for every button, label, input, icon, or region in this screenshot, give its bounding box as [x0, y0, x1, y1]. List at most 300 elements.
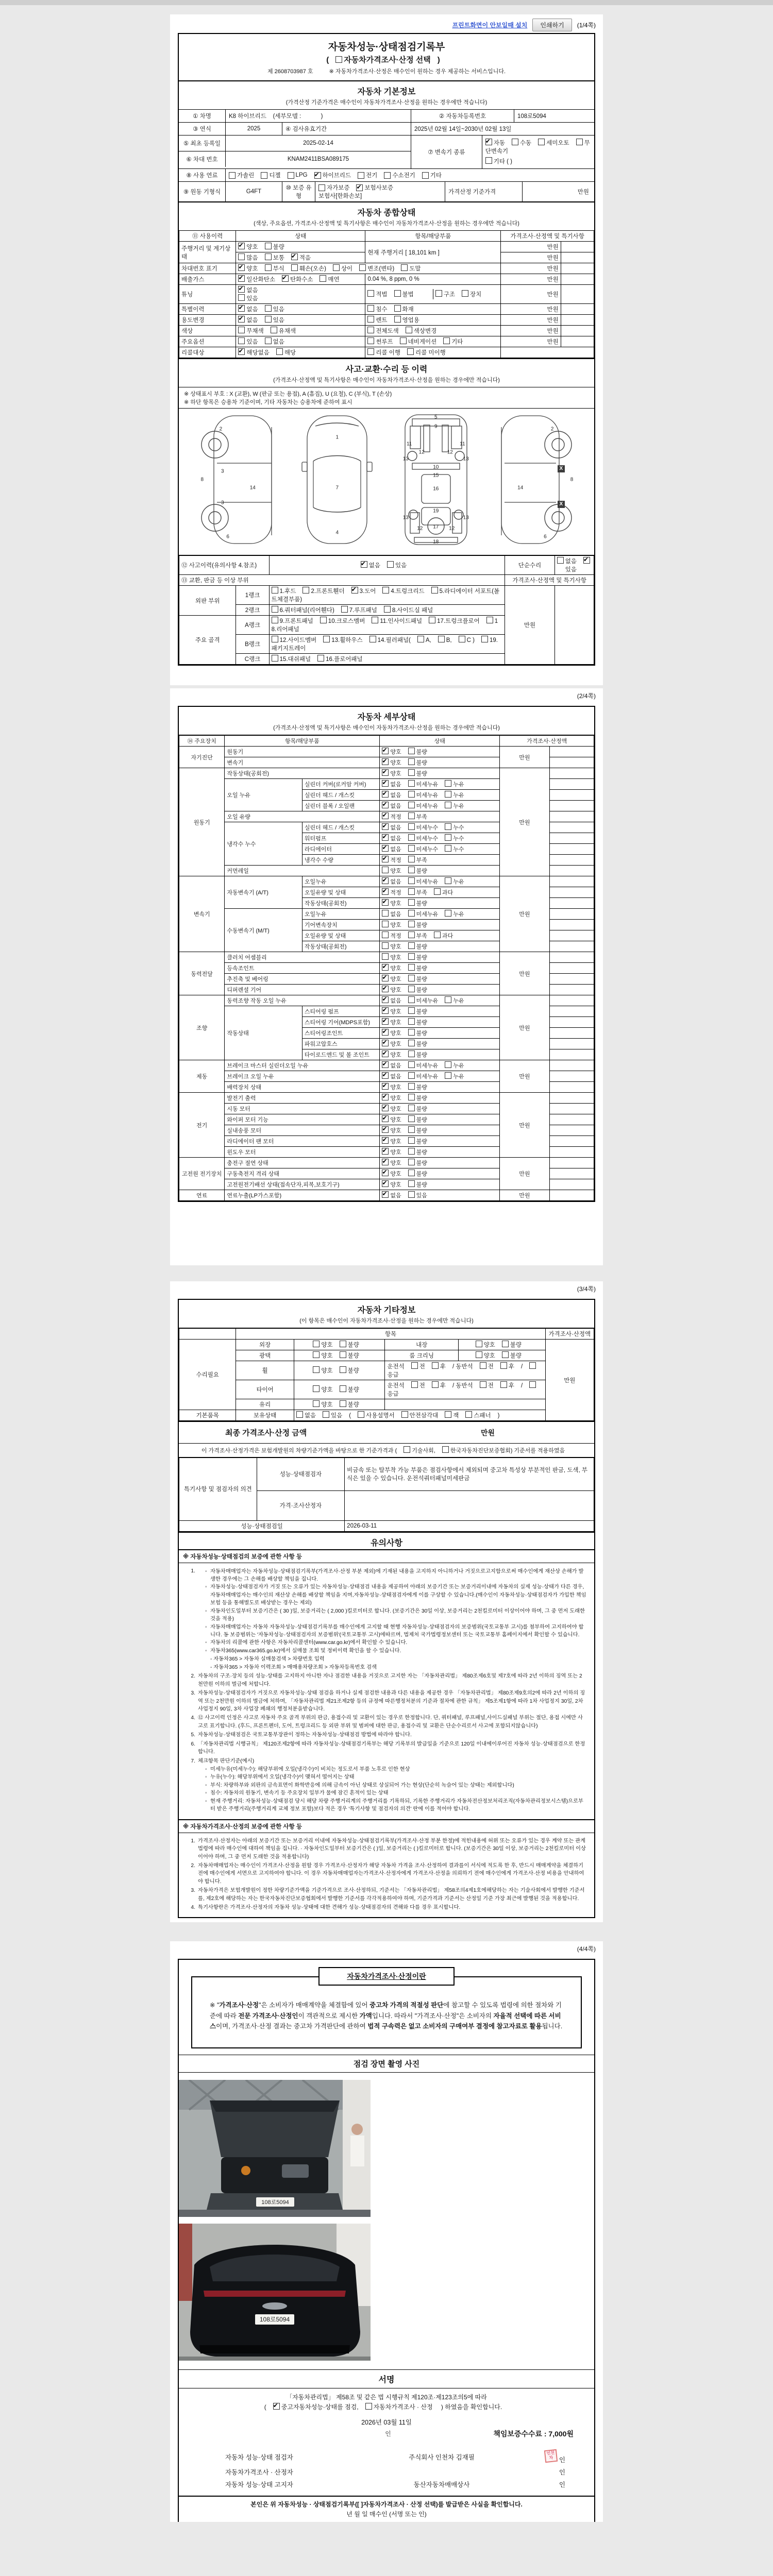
- checkbox[interactable]: [340, 1351, 346, 1358]
- checkbox[interactable]: [382, 1061, 389, 1068]
- checkbox[interactable]: [367, 305, 374, 312]
- checkbox[interactable]: [382, 1170, 389, 1176]
- checkbox[interactable]: [323, 636, 330, 642]
- checkbox[interactable]: [323, 1411, 329, 1418]
- checkbox[interactable]: [361, 561, 367, 568]
- checkbox[interactable]: [382, 587, 389, 594]
- checkbox[interactable]: [272, 636, 278, 642]
- checkbox[interactable]: [261, 172, 267, 179]
- checkbox[interactable]: [238, 275, 245, 282]
- checkbox[interactable]: [382, 1094, 389, 1100]
- checkbox[interactable]: [367, 327, 374, 333]
- option-label: 15.대쉬패널: [279, 656, 311, 663]
- checkbox[interactable]: [401, 1411, 408, 1418]
- checkbox[interactable]: [394, 290, 401, 297]
- checkbox[interactable]: [367, 337, 374, 344]
- checkbox[interactable]: [445, 780, 451, 787]
- table-cell: [380, 1071, 500, 1082]
- item-label: 동력조향 작동 오일 누유: [225, 995, 380, 1006]
- sub-item-label: 실린더 블록 / 오일팬: [302, 801, 380, 811]
- checkbox[interactable]: [408, 867, 415, 873]
- checkbox[interactable]: [408, 791, 415, 798]
- checkbox[interactable]: [265, 316, 272, 323]
- table-cell: [269, 605, 505, 616]
- table-cell: [549, 855, 594, 866]
- checkbox[interactable]: [291, 253, 298, 260]
- checkbox[interactable]: [238, 253, 245, 260]
- caution-text: 자동차성능·상태점검자가 거짓으로 자동차성능·상태 점검을 하거나 실제 점검한 내용과 다른 내용을 제공한 경우 「자동차관리법」 제80조제9호의2에 따라 2년 이하의 징역 또는 2천만원 이하의 벌금에 처하며, 「자동차관리법 제21조제2항 등의 규정에 따른행정처분의 기준과 절차에 관한 규칙」 제5조제1항에 따라 1차 사업정지 30일, 2차 사업정지 90일, 3차 사업장 폐쇄의 행정처분을받습니다.: [198, 1690, 585, 1712]
- checkbox[interactable]: [382, 1115, 389, 1122]
- checkbox[interactable]: [382, 1029, 389, 1036]
- checkbox[interactable]: [529, 1362, 536, 1369]
- checkbox[interactable]: [382, 986, 389, 992]
- checkbox[interactable]: [408, 986, 415, 992]
- checkbox[interactable]: [382, 1126, 389, 1133]
- checkbox[interactable]: [238, 348, 245, 355]
- checkbox[interactable]: [401, 264, 408, 271]
- table-cell: [269, 586, 505, 605]
- basic-row: [179, 135, 411, 151]
- checkbox[interactable]: [382, 823, 389, 830]
- checkbox[interactable]: [445, 834, 451, 841]
- device-group: 제동: [179, 1060, 225, 1093]
- table-cell: [380, 1168, 500, 1179]
- option-label: 무채색: [246, 328, 264, 334]
- checkbox[interactable]: [382, 975, 389, 981]
- table-cell: [236, 336, 365, 347]
- checkbox[interactable]: [382, 1040, 389, 1046]
- checkbox[interactable]: [238, 243, 245, 249]
- checkbox[interactable]: [394, 305, 401, 312]
- caution-item: [184, 1672, 587, 1688]
- option-label: 도말: [409, 266, 421, 272]
- print-helper-install-link[interactable]: 프린트화면이 안보일때 설치: [452, 22, 528, 29]
- checkbox[interactable]: [367, 316, 374, 323]
- device-group: 고전원 전기장치: [179, 1158, 225, 1190]
- table-cell: [380, 1082, 500, 1093]
- option-label: 한국자동차진단보증협회) 기준서를 적용하였음: [450, 1448, 565, 1454]
- option-label: 없음: [390, 792, 401, 799]
- checkbox[interactable]: [303, 587, 309, 594]
- checkbox[interactable]: [408, 834, 415, 841]
- table-cell: [380, 941, 500, 952]
- photo-rear-view: [179, 2224, 594, 2362]
- buyer-confirm-line2: 년 월 일 매수인 (서명 또는 인): [346, 2510, 427, 2518]
- checkbox[interactable]: [408, 1148, 415, 1155]
- option-label: 불량: [416, 1106, 427, 1112]
- checkbox[interactable]: [382, 953, 389, 960]
- checkbox[interactable]: [438, 636, 445, 642]
- simple-repair-label: 단순수리: [505, 555, 554, 575]
- checkbox[interactable]: [408, 921, 415, 927]
- checkbox[interactable]: [529, 1381, 536, 1388]
- checkbox[interactable]: [265, 243, 272, 249]
- col-item: 항목: [236, 1328, 545, 1340]
- checkbox[interactable]: [445, 996, 451, 1003]
- checkbox[interactable]: [408, 1180, 415, 1187]
- checkbox[interactable]: [382, 812, 389, 819]
- checkbox[interactable]: [408, 1170, 415, 1176]
- checkbox[interactable]: [384, 172, 391, 179]
- checkbox[interactable]: [372, 617, 378, 623]
- checkbox[interactable]: [434, 888, 441, 895]
- checkbox[interactable]: [288, 172, 294, 179]
- checkbox[interactable]: [314, 172, 321, 179]
- checkbox[interactable]: [394, 316, 401, 323]
- checkbox[interactable]: [408, 1040, 415, 1046]
- checkbox[interactable]: [408, 931, 415, 938]
- checkbox[interactable]: [313, 1400, 320, 1407]
- caution-body: [198, 1672, 587, 1688]
- checkbox[interactable]: [382, 748, 389, 754]
- checkbox[interactable]: [382, 1050, 389, 1057]
- checkbox[interactable]: [445, 877, 451, 884]
- checkbox[interactable]: [408, 845, 415, 852]
- checkbox[interactable]: [291, 264, 298, 271]
- caution-number: 3.: [191, 1690, 195, 1697]
- checkbox[interactable]: [382, 780, 389, 787]
- price-col-label: 가격조사·산정액 및 특기사항: [505, 575, 594, 586]
- checkbox[interactable]: [408, 802, 415, 808]
- option-label: 미세누유: [416, 911, 439, 918]
- checkbox[interactable]: [408, 812, 415, 819]
- checkbox[interactable]: [408, 823, 415, 830]
- option-label: LPG: [295, 172, 308, 178]
- checkbox[interactable]: [382, 1159, 389, 1165]
- option-label: 불량: [416, 1009, 427, 1015]
- checkbox[interactable]: [318, 184, 325, 191]
- checkbox[interactable]: [500, 1381, 507, 1388]
- checkbox[interactable]: [408, 1191, 415, 1198]
- checkbox[interactable]: [432, 1362, 439, 1369]
- checkbox[interactable]: [382, 942, 389, 949]
- table-cell: [458, 1350, 545, 1361]
- table-cell: [385, 1380, 545, 1399]
- checkbox[interactable]: [238, 264, 245, 271]
- checkbox[interactable]: [459, 636, 465, 642]
- checkbox[interactable]: [358, 172, 364, 179]
- checkbox[interactable]: [408, 1094, 415, 1100]
- caution-item: [184, 1757, 587, 1814]
- checkbox[interactable]: [382, 1007, 389, 1014]
- checkbox[interactable]: [265, 337, 272, 344]
- checkbox[interactable]: [341, 606, 348, 613]
- option-label: 일산화탄소: [246, 277, 275, 283]
- option-label: 기타: [430, 173, 442, 179]
- checkbox[interactable]: [313, 1351, 320, 1358]
- emission-values: 0.04 %, 8 ppm, 0 %: [365, 274, 501, 285]
- checkbox[interactable]: [382, 931, 389, 938]
- checkbox[interactable]: [486, 617, 493, 623]
- table-cell: [549, 887, 594, 898]
- checkbox[interactable]: [382, 834, 389, 841]
- checkbox[interactable]: [296, 1411, 303, 1418]
- option-label: 누수: [453, 846, 464, 853]
- checkbox[interactable]: [382, 1137, 389, 1144]
- checkbox[interactable]: [485, 139, 492, 145]
- checkbox[interactable]: [408, 856, 415, 862]
- checkbox[interactable]: [408, 769, 415, 776]
- checkbox[interactable]: [382, 1083, 389, 1090]
- checkbox[interactable]: [408, 953, 415, 960]
- remarks-group-label: 특기사항 및 점검자의 의견: [179, 1458, 257, 1520]
- checkbox[interactable]: [382, 1180, 389, 1187]
- checkbox[interactable]: [382, 769, 389, 776]
- checkbox[interactable]: [408, 1126, 415, 1133]
- checkbox[interactable]: [465, 1411, 472, 1418]
- option-label: 미세누유: [416, 879, 439, 885]
- checkbox[interactable]: [445, 823, 451, 830]
- checkbox[interactable]: [382, 877, 389, 884]
- checkbox[interactable]: [272, 606, 278, 613]
- checkbox[interactable]: [356, 184, 363, 191]
- page-indicator-3: (3/4쪽): [577, 1285, 596, 1293]
- checkbox[interactable]: [273, 2403, 280, 2410]
- checkbox[interactable]: [408, 1018, 415, 1025]
- checkbox[interactable]: [404, 1446, 410, 1453]
- checkbox[interactable]: [445, 1072, 451, 1079]
- checkbox[interactable]: [408, 899, 415, 906]
- table-cell: [549, 1158, 594, 1168]
- checkbox[interactable]: [408, 1061, 415, 1068]
- option-label: 불량: [416, 1128, 427, 1134]
- checkbox[interactable]: [408, 910, 415, 917]
- checkbox[interactable]: [238, 327, 245, 333]
- option-label: 14.필러패널(: [377, 637, 411, 643]
- checkbox[interactable]: [417, 636, 424, 642]
- signer-role: 자동차가격조사 · 산정자: [225, 2468, 293, 2476]
- checkbox[interactable]: [407, 348, 414, 355]
- checkbox[interactable]: [576, 139, 583, 145]
- table-cell: [380, 909, 500, 920]
- checkbox[interactable]: [476, 1351, 482, 1358]
- signature-title: 서명: [179, 2369, 594, 2388]
- print-button[interactable]: 인쇄하기: [532, 19, 572, 31]
- text-fragment: (: [349, 1413, 351, 1419]
- page-2-box: [178, 706, 595, 1202]
- checkbox[interactable]: [538, 139, 545, 145]
- checkbox[interactable]: [384, 606, 391, 613]
- price-survey-select: [179, 53, 594, 66]
- checkbox[interactable]: [382, 996, 389, 1003]
- option-label: 무단변속기: [485, 140, 590, 155]
- option-label: 전: [488, 1383, 494, 1389]
- checkbox[interactable]: [382, 802, 389, 808]
- checkbox[interactable]: [272, 617, 278, 623]
- option-label: 불량: [416, 1182, 427, 1188]
- checkbox[interactable]: [229, 172, 236, 179]
- checkbox[interactable]: [408, 780, 415, 787]
- checkbox[interactable]: [408, 975, 415, 981]
- checkbox[interactable]: [432, 1381, 439, 1388]
- checkbox[interactable]: [408, 1137, 415, 1144]
- checkbox[interactable]: [238, 294, 245, 301]
- checkbox[interactable]: [502, 1351, 509, 1358]
- checkbox[interactable]: [408, 1083, 415, 1090]
- sheet-page-4: [170, 1941, 603, 2522]
- checkbox[interactable]: [367, 290, 374, 297]
- checkbox[interactable]: [265, 253, 272, 260]
- checkbox[interactable]: [272, 655, 278, 662]
- panel-section-label: ⑬ 교환, 판금 등 이상 부위: [179, 575, 505, 586]
- checkbox[interactable]: [382, 921, 389, 927]
- checkbox[interactable]: [382, 964, 389, 971]
- option-label: 불량: [416, 976, 427, 982]
- option-label: 양호: [483, 1342, 495, 1348]
- checkbox[interactable]: [359, 264, 366, 271]
- checkbox[interactable]: [382, 856, 389, 862]
- checkbox[interactable]: [406, 327, 412, 333]
- checkbox[interactable]: [408, 996, 415, 1003]
- checkbox[interactable]: [382, 910, 389, 917]
- checkbox[interactable]: [408, 1115, 415, 1122]
- option-label: 양호: [390, 976, 401, 982]
- text-fragment: (: [326, 56, 329, 64]
- checkbox[interactable]: [317, 655, 324, 662]
- checkbox[interactable]: [429, 617, 435, 623]
- checkbox[interactable]: [320, 275, 326, 282]
- checkbox[interactable]: [442, 1446, 449, 1453]
- checkbox[interactable]: [462, 290, 468, 297]
- signer-name: 동산자동차매매상사: [413, 2481, 470, 2488]
- checkbox[interactable]: [476, 1341, 482, 1347]
- checkbox[interactable]: [435, 290, 442, 297]
- checkbox[interactable]: [445, 910, 451, 917]
- table-cell: [380, 1039, 500, 1049]
- checkbox[interactable]: [434, 931, 441, 938]
- checkbox[interactable]: [408, 748, 415, 754]
- checkbox[interactable]: [365, 2403, 372, 2410]
- checkbox[interactable]: [408, 1050, 415, 1057]
- checkbox[interactable]: [445, 802, 451, 808]
- checkbox[interactable]: [500, 1362, 507, 1369]
- checkbox[interactable]: [382, 845, 389, 852]
- checkbox[interactable]: [445, 791, 451, 798]
- checkbox[interactable]: [382, 758, 389, 765]
- checkbox[interactable]: [320, 617, 327, 623]
- checkbox[interactable]: [557, 557, 564, 564]
- table-cell: [561, 336, 594, 347]
- checkbox[interactable]: [238, 305, 245, 312]
- checkbox[interactable]: [382, 1105, 389, 1111]
- cautions-sec1-body: [179, 1563, 594, 1819]
- checkbox[interactable]: [408, 1072, 415, 1079]
- checkbox[interactable]: [583, 557, 590, 564]
- diagram-part-number: 1: [335, 434, 339, 440]
- caution-bullet: ◦ 자동차인도일부터 보증기간은 ( 30 )일, 보증거리는 ( 2,000 )킬로미터로 합니다. (보증기간은 30일 이상, 보증거리는 2천킬로미터 이상이어야 하며, 그 중 먼저 도래한 것을 적용): [205, 1607, 587, 1623]
- checkbox[interactable]: [238, 316, 245, 323]
- checkbox[interactable]: [382, 888, 389, 895]
- checkbox[interactable]: [313, 1385, 320, 1392]
- checkbox[interactable]: [313, 1366, 320, 1373]
- checkbox[interactable]: [411, 1362, 418, 1369]
- option-label: 5.라디에이터 서포트(볼트체결부품): [271, 588, 500, 603]
- checkbox[interactable]: [445, 1411, 451, 1418]
- detail-title: 자동차 세부상태: [357, 713, 416, 722]
- checkbox[interactable]: [431, 587, 438, 594]
- checkbox[interactable]: [382, 791, 389, 798]
- checkbox[interactable]: [481, 636, 488, 642]
- checkbox[interactable]: [408, 1007, 415, 1014]
- checkbox[interactable]: [480, 1362, 486, 1369]
- option-label: 응급: [387, 1372, 399, 1378]
- checkbox[interactable]: [502, 1341, 509, 1347]
- checkbox[interactable]: [512, 139, 518, 145]
- checkbox[interactable]: [382, 1072, 389, 1079]
- checkbox[interactable]: [408, 1159, 415, 1165]
- checkbox[interactable]: [276, 348, 283, 355]
- checkbox[interactable]: [485, 157, 492, 164]
- checkbox[interactable]: [313, 1341, 320, 1347]
- checkbox[interactable]: [238, 337, 245, 344]
- checkbox[interactable]: [358, 1411, 364, 1418]
- checkbox[interactable]: [369, 636, 376, 642]
- table-cell: [269, 555, 505, 575]
- checkbox[interactable]: [335, 56, 342, 63]
- checkbox[interactable]: [340, 1366, 346, 1373]
- table-cell: [365, 347, 501, 358]
- checkbox[interactable]: [340, 1400, 346, 1407]
- checkbox[interactable]: [238, 286, 245, 293]
- option-label: 자동차가격조사·산정 선택: [344, 56, 431, 64]
- option-label: 양호: [483, 1353, 495, 1359]
- car-name-value: K8 하이브리드: [229, 113, 266, 120]
- checkbox[interactable]: [340, 1385, 346, 1392]
- checkbox[interactable]: [408, 942, 415, 949]
- checkbox[interactable]: [408, 758, 415, 765]
- option-label: 불량: [347, 1402, 359, 1408]
- checkbox[interactable]: [408, 1029, 415, 1036]
- panel-group: 주요 골격: [179, 616, 236, 665]
- definition-bold: 가격조사·산정: [219, 2002, 259, 2009]
- checkbox[interactable]: [445, 845, 451, 852]
- checkbox[interactable]: [480, 1381, 486, 1388]
- checkbox[interactable]: [340, 1341, 346, 1347]
- checkbox[interactable]: [382, 1191, 389, 1198]
- checkbox[interactable]: [271, 327, 277, 333]
- checkbox[interactable]: [265, 305, 272, 312]
- checkbox[interactable]: [272, 587, 278, 594]
- checkbox[interactable]: [382, 899, 389, 906]
- checkbox[interactable]: [422, 172, 429, 179]
- checkbox[interactable]: [408, 964, 415, 971]
- caution-body: [198, 1714, 587, 1730]
- checkbox[interactable]: [387, 561, 394, 568]
- text-fragment: 운전석: [387, 1364, 405, 1370]
- checkbox[interactable]: [351, 587, 358, 594]
- option-label: 7.루프패널: [349, 607, 377, 614]
- checkbox[interactable]: [382, 867, 389, 873]
- col-use-history: ⑪ 사용이력: [179, 231, 236, 242]
- checkbox[interactable]: [367, 348, 374, 355]
- checkbox[interactable]: [333, 264, 340, 271]
- checkbox[interactable]: [282, 275, 289, 282]
- checkbox[interactable]: [400, 337, 407, 344]
- option-label: 불량: [347, 1368, 359, 1374]
- checkbox[interactable]: [411, 1381, 418, 1388]
- checkbox[interactable]: [382, 1018, 389, 1025]
- option-label: 양호: [390, 944, 401, 950]
- checkbox[interactable]: [408, 888, 415, 895]
- checkbox[interactable]: [382, 1148, 389, 1155]
- option-label: 불량: [416, 1052, 427, 1058]
- diagram-part-number: 8: [570, 477, 574, 483]
- checkbox[interactable]: [408, 877, 415, 884]
- checkbox[interactable]: [445, 1061, 451, 1068]
- checkbox[interactable]: [408, 1105, 415, 1111]
- checkbox[interactable]: [443, 337, 450, 344]
- checkbox[interactable]: [265, 264, 272, 271]
